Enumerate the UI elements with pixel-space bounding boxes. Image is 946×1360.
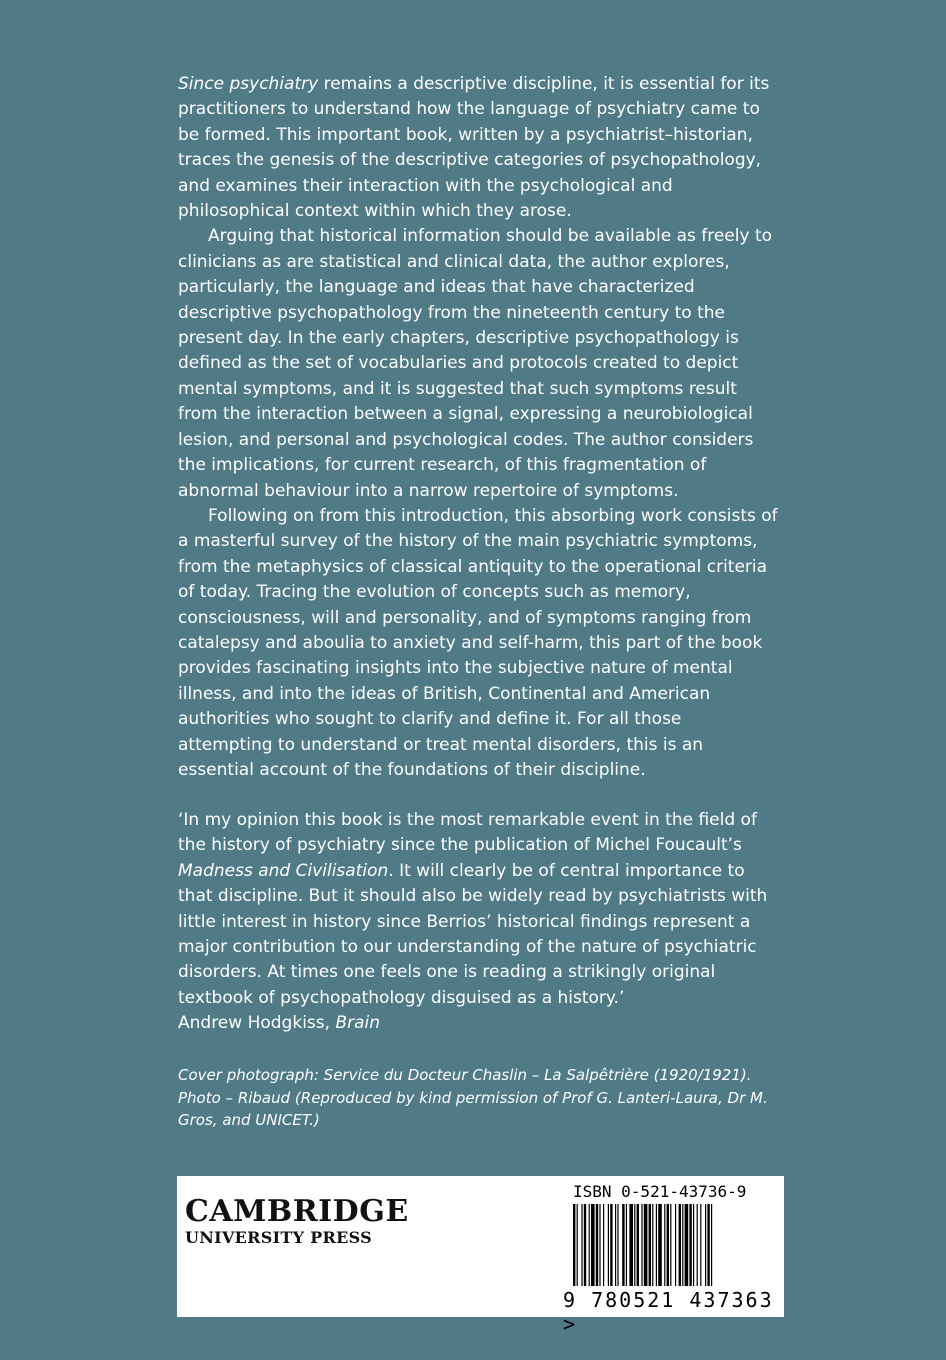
isbn-label: ISBN 0-521-43736-9 (573, 1182, 747, 1201)
description-paragraph-1 (178, 72, 778, 224)
publisher-barcode-panel (177, 1176, 784, 1336)
barcode-icon (569, 1204, 769, 1286)
cambridge-logo (185, 1196, 409, 1248)
description-lead-italic: Since psychiatry (178, 74, 319, 94)
review-quote-part-1: ‘In my opinion this book is the most remarkable event in the field of the history of psychiatry since the publication of Michel Foucault’s (178, 810, 757, 856)
barcode-digits: 9 780521 437363 > (563, 1288, 774, 1336)
review-quote-book-title: Madness and Civilisation (178, 860, 389, 881)
description-paragraph-2: Arguing that historical information should be available as freely to clinicians as are statistical and clinical data, the author explores, particularly, the language and ideas that have characterized descriptive psychopathology from the nineteenth century to the present day. In the early chapters, descriptive psychopathology is defined as the set of vocabularies and protocols created to depict mental symptoms, and it is suggested that such symptoms result from the interaction between a signal, expressing a neurobiological lesion, and personal and psychological codes. The author considers the implications, for current research, of this fragmentation of abnormal behaviour into a narrow repertoire of symptoms. (178, 226, 773, 501)
publisher-name-line-2: UNIVERSITY PRESS (185, 1228, 372, 1247)
description-paragraph-3: Following on from this introduction, this absorbing work consists of a masterful survey of the history of the main psychiatric symptoms, from the metaphysics of classical antiquity to the operational criteria of today. Tracing the evolution of concepts such as memory, consciousness, will and personality, and of symptoms ranging from catalepsy and aboulia to anxiety and self-harm, this part of the book provides fascinating insights into the subjective nature of mental illness, and into the ideas of British, Continental and American authorities who sought to clarify and define it. For all those attempting to understand or treat mental disorders, this is an essential account of the foundations of their discipline. (178, 505, 778, 780)
review-author: Andrew Hodgkiss, (178, 1013, 336, 1034)
cover-photo-credit: Cover photograph: Service du Docteur Chaslin – La Salpêtrière (1920/1921). Photo – Ribaud (Reproduced by kind permission of Prof G. Lanteri-Laura, Dr M. Gros, and UNICET.) (178, 1066, 768, 1129)
review-source: Brain (335, 1013, 381, 1034)
description-paragraph-1-text: remains a descriptive discipline, it is essential for its practitioners to understand how the language of psychiatry came to be formed. This important book, written by a psychiatrist–historian, traces the genesis of the descriptive categories of psychopathology, and examines their interaction with the psychological and philosophical context within which they arose. (178, 74, 770, 222)
review-quote-part-2: . It will clearly be of central importance to that discipline. But it should also be widely read by psychiatrists with little interest in history since Berrios’ historical findings represent a major contribution to our understanding of the nature of psychiatric disorders. At times one feels one is reading a strikingly original textbook of psychopathology disguised as a history.’ (178, 860, 768, 1008)
review-quote-text (178, 808, 778, 1011)
review-quote (178, 808, 778, 1037)
review-attribution (178, 1011, 778, 1036)
publisher-name-line-1: CAMBRIDGE (185, 1194, 409, 1229)
book-description (178, 72, 778, 783)
